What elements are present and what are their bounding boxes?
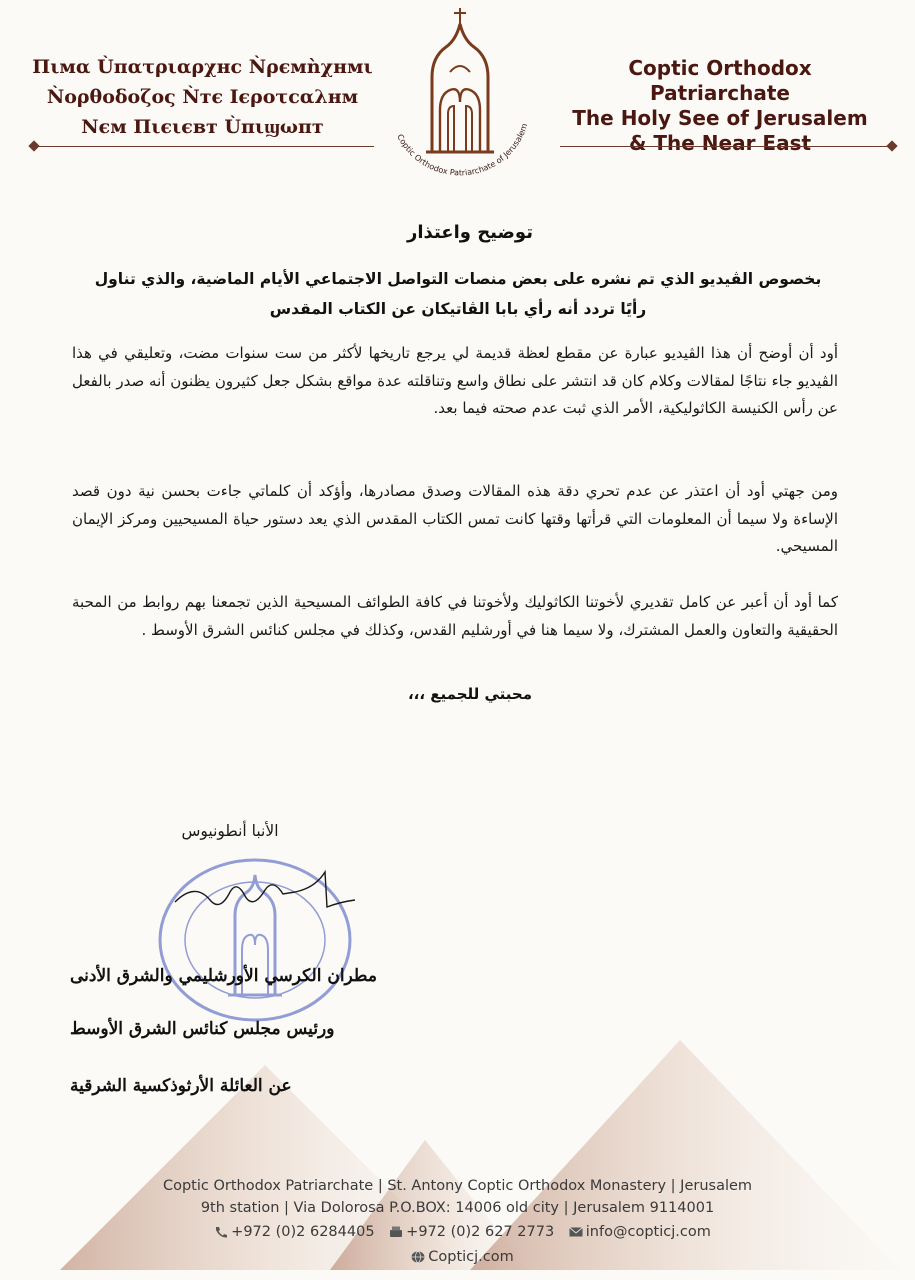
emblem-caption: Coptic Orthodox Patriarchate of Jerusalem bbox=[395, 122, 530, 178]
fax-icon bbox=[389, 1226, 403, 1238]
header-rule-right bbox=[560, 146, 892, 147]
letter-heading: توضيح واعتذار bbox=[407, 222, 533, 243]
svg-text:Coptic Orthodox Patriarchate o bbox=[395, 122, 529, 177]
website-globe-icon bbox=[411, 1251, 425, 1263]
signatory-title-1: مطران الكرسي الأورشليمي والشرق الأدنى bbox=[70, 966, 377, 986]
footer-website-line bbox=[0, 1249, 915, 1265]
english-line-1: Coptic Orthodox Patriarchate bbox=[628, 56, 812, 105]
phone-icon bbox=[214, 1226, 228, 1238]
header-rule-left bbox=[34, 146, 374, 147]
footer-email: info@copticj.com bbox=[585, 1224, 711, 1240]
coptic-line-2: Ǹορθοδοζος Ǹтє Ιєροτcαλнм bbox=[46, 86, 359, 108]
paragraph-2: ومن جهتي أود أن اعتذر عن عدم تحري دقة هذه المقالات وصدق مصادرها، وأؤكد أن كلماتي جاءت بحسن نية دون قصد الإساءة ولا سيما أن المعلومات التي قرأتها وقتها كانت تمس الكتاب المقدس الذي يعد دستور حياة المسيحيين ومركز الإيمان المسيحي. bbox=[72, 482, 838, 555]
paragraph-3: كما أود أن أعبر عن كامل تقديري لأخوتنا الكاثوليك ولأخوتنا في كافة الطوائف المسيحية الذين تجمعنا بهم روابط من المحبة الحقيقية والتعاون والعمل المشترك، ولا سيما هنا في أورشليم القدس، وكذلك في مجلس كنائس الشرق الأوسط . bbox=[72, 593, 838, 639]
footer-line-2: 9th station | Via Dolorosa P.O.BOX: 14006 old city | Jerusalem 9114001 bbox=[200, 1200, 715, 1216]
patriarchate-emblem-logo bbox=[370, 2, 550, 180]
coptic-line-3: Νєм Πιєιєвт Ùπιϣωпт bbox=[81, 116, 324, 138]
english-header-title bbox=[555, 56, 885, 156]
english-line-2: The Holy See of Jerusalem bbox=[572, 106, 868, 130]
footer-phone: +972 (0)2 6284405 bbox=[231, 1224, 375, 1240]
signatory-title-3: عن العائلة الأرثوذكسية الشرقية bbox=[70, 1076, 292, 1096]
letter-closing: محبتي للجميع ،،، bbox=[407, 685, 533, 703]
paragraph-1: أود أن أوضح أن هذا الڤيديو عبارة عن مقطع لعظة قديمة لي يرجع تاريخها لأكثر من ست سنوات مضت، وتعليقي في هذا الڤيديو جاء نتاجًا لمقالات وكلام كان قد انتشر على نطاق واسع وتناقلته عدة مواقع بشكل جعل كثيرون يظنون أنه صدر بالفعل عن رأس الكنيسة الكاثوليكية، الأمر الذي ثبت عدم صحته فيما بعد. bbox=[72, 344, 838, 417]
coptic-line-1: Пιмα Ùпατριαρχнс Ǹρємǹχнмι bbox=[32, 56, 373, 78]
signatory-title-2: ورئيس مجلس كنائس الشرق الأوسط bbox=[70, 1019, 335, 1039]
footer-line-1: Coptic Orthodox Patriarchate | St. Antony Coptic Orthodox Monastery | Jerusalem bbox=[162, 1178, 753, 1194]
english-line-3: & The Near East bbox=[628, 131, 812, 155]
footer-contact-line bbox=[0, 1224, 915, 1240]
handwritten-signature bbox=[165, 862, 365, 922]
email-icon bbox=[569, 1226, 583, 1238]
coptic-header-title bbox=[30, 52, 375, 142]
letter-subject bbox=[78, 264, 838, 324]
signatory-name: الأنبا أنطونيوس bbox=[181, 822, 279, 840]
footer-fax: +972 (0)2 627 2773 bbox=[406, 1224, 555, 1240]
footer-website: Copticj.com bbox=[428, 1249, 514, 1265]
subject-line-2: رأيًا تردد أنه رأي بابا الڤاتيكان عن الكتاب المقدس bbox=[269, 300, 647, 318]
subject-line-1: بخصوص الڤيديو الذي تم نشره على بعض منصات التواصل الاجتماعي الأيام الماضية، والذي تناول bbox=[94, 270, 822, 288]
